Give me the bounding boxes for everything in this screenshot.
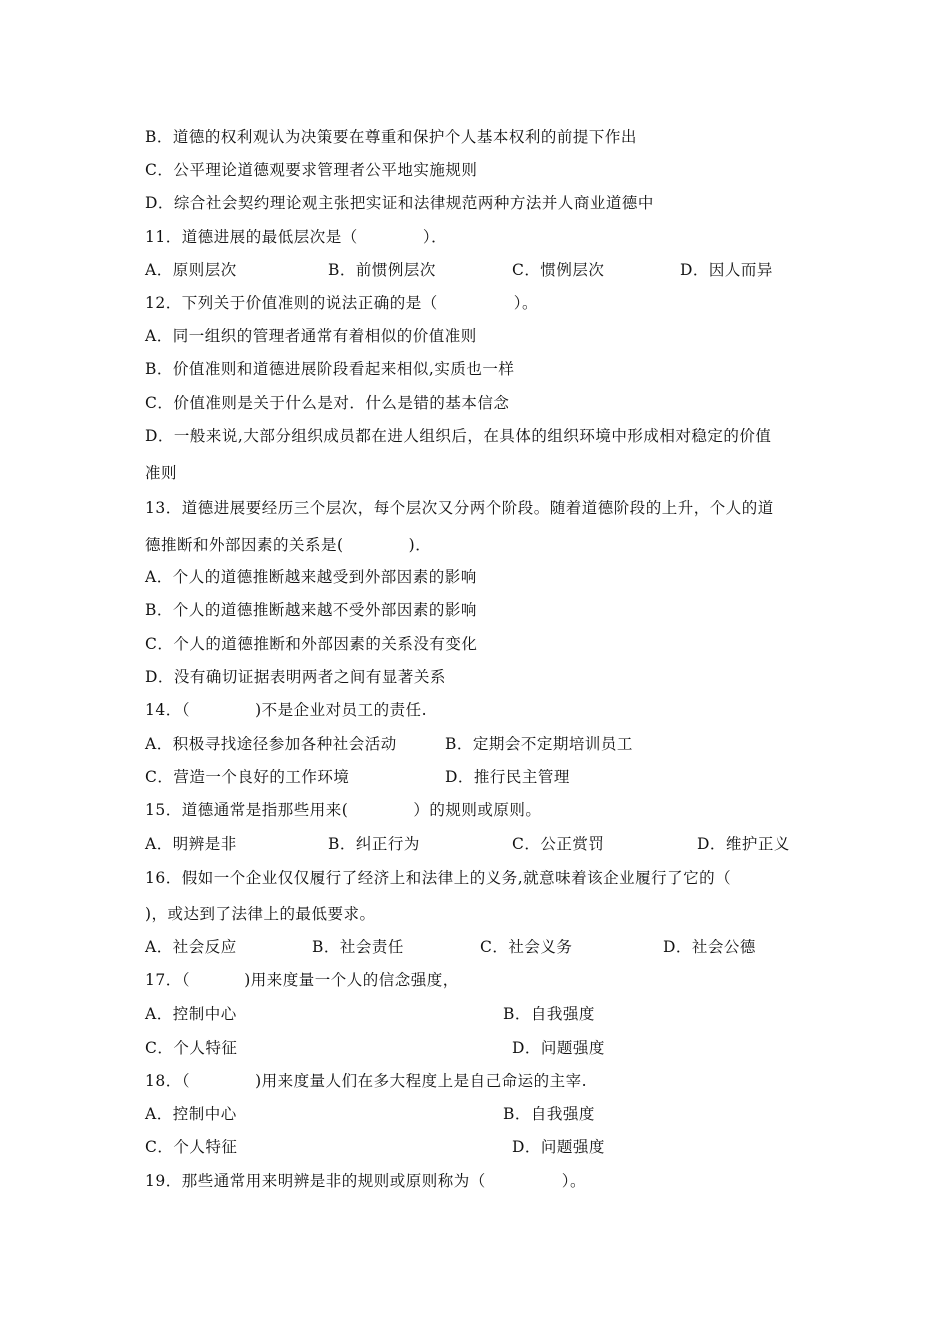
- q16-option-b: B．社会责任: [312, 938, 404, 956]
- q13-option-c: C．个人的道德推断和外部因素的关系没有变化: [145, 635, 478, 653]
- q10-option-d: D．综合社会契约理论观主张把实证和法律规范两种方法并人商业道德中: [145, 194, 654, 212]
- q16-stem-cont: )，或达到了法律上的最低要求。: [145, 905, 376, 923]
- q19-stem: 19．那些通常用来明辨是非的规则或原则称为（ ）。: [145, 1172, 586, 1190]
- q10-option-b: B．道德的权利观认为决策要在尊重和保护个人基本权利的前提下作出: [145, 128, 637, 146]
- q13-option-a: A．个人的道德推断越来越受到外部因素的影响: [145, 568, 477, 586]
- q13-stem: 13．道德进展要经历三个层次，每个层次又分两个阶段。随着道德阶段的上升，个人的道: [145, 499, 774, 517]
- q18-option-a: A．控制中心: [145, 1105, 237, 1123]
- q15-stem: 15．道德通常是指那些用来( ）的规则或原则。: [145, 801, 542, 819]
- q13-stem-cont: 德推断和外部因素的关系是( )．: [145, 536, 432, 554]
- q17-stem: 17．（ )用来度量一个人的信念强度，: [145, 971, 459, 989]
- q15-option-a: A．明辨是非: [145, 835, 237, 853]
- q11-option-d: D．因人而异: [680, 261, 773, 279]
- q18-option-d: D．问题强度: [512, 1138, 605, 1156]
- q16-option-c: C．社会义务: [480, 938, 573, 956]
- q13-option-d: D．没有确切证据表明两者之间有显著关系: [145, 668, 446, 686]
- q14-option-a: A．积极寻找途径参加各种社会活动: [145, 735, 397, 753]
- q16-stem: 16．假如一个企业仅仅履行了经济上和法律上的义务,就意味着该企业履行了它的（: [145, 869, 732, 887]
- q10-option-c: C．公平理论道德观要求管理者公平地实施规则: [145, 161, 478, 179]
- q12-option-a: A．同一组织的管理者通常有着相似的价值准则: [145, 327, 477, 345]
- q17-option-b: B．自我强度: [503, 1005, 595, 1023]
- q17-option-c: C．个人特征: [145, 1039, 238, 1057]
- q18-option-c: C．个人特征: [145, 1138, 238, 1156]
- q14-option-d: D．推行民主管理: [445, 768, 570, 786]
- q14-stem: 14．（ )不是企业对员工的责任.: [145, 701, 428, 719]
- q15-option-d: D．维护正义: [697, 835, 790, 853]
- q16-option-d: D．社会公德: [663, 938, 756, 956]
- q16-option-a: A．社会反应: [145, 938, 237, 956]
- q15-option-b: B．纠正行为: [328, 835, 420, 853]
- q13-option-b: B．个人的道德推断越来越不受外部因素的影响: [145, 601, 477, 619]
- q12-option-c: C．价值准则是关于什么是对．什么是错的基本信念: [145, 394, 510, 412]
- q11-option-a: A．原则层次: [145, 261, 237, 279]
- q11-stem: 11．道德进展的最低层次是（ ）．: [145, 228, 448, 246]
- q17-option-d: D．问题强度: [512, 1039, 605, 1057]
- q11-option-b: B．前惯例层次: [328, 261, 436, 279]
- q12-stem: 12．下列关于价值准则的说法正确的是（ ）。: [145, 294, 538, 312]
- q18-option-b: B．自我强度: [503, 1105, 595, 1123]
- q15-option-c: C．公正赏罚: [512, 835, 605, 853]
- q14-option-c: C．营造一个良好的工作环境: [145, 768, 350, 786]
- q12-option-d: D．一般来说,大部分组织成员都在进人组织后，在具体的组织环境中形成相对稳定的价值: [145, 427, 772, 445]
- q12-option-d-cont: 准则: [145, 464, 178, 482]
- q18-stem: 18．（ )用来度量人们在多大程度上是自己命运的主宰.: [145, 1072, 588, 1090]
- q14-option-b: B．定期会不定期培训员工: [445, 735, 633, 753]
- q11-option-c: C．惯例层次: [512, 261, 605, 279]
- q17-option-a: A．控制中心: [145, 1005, 237, 1023]
- q12-option-b: B．价值准则和道德进展阶段看起来相似,实质也一样: [145, 360, 515, 378]
